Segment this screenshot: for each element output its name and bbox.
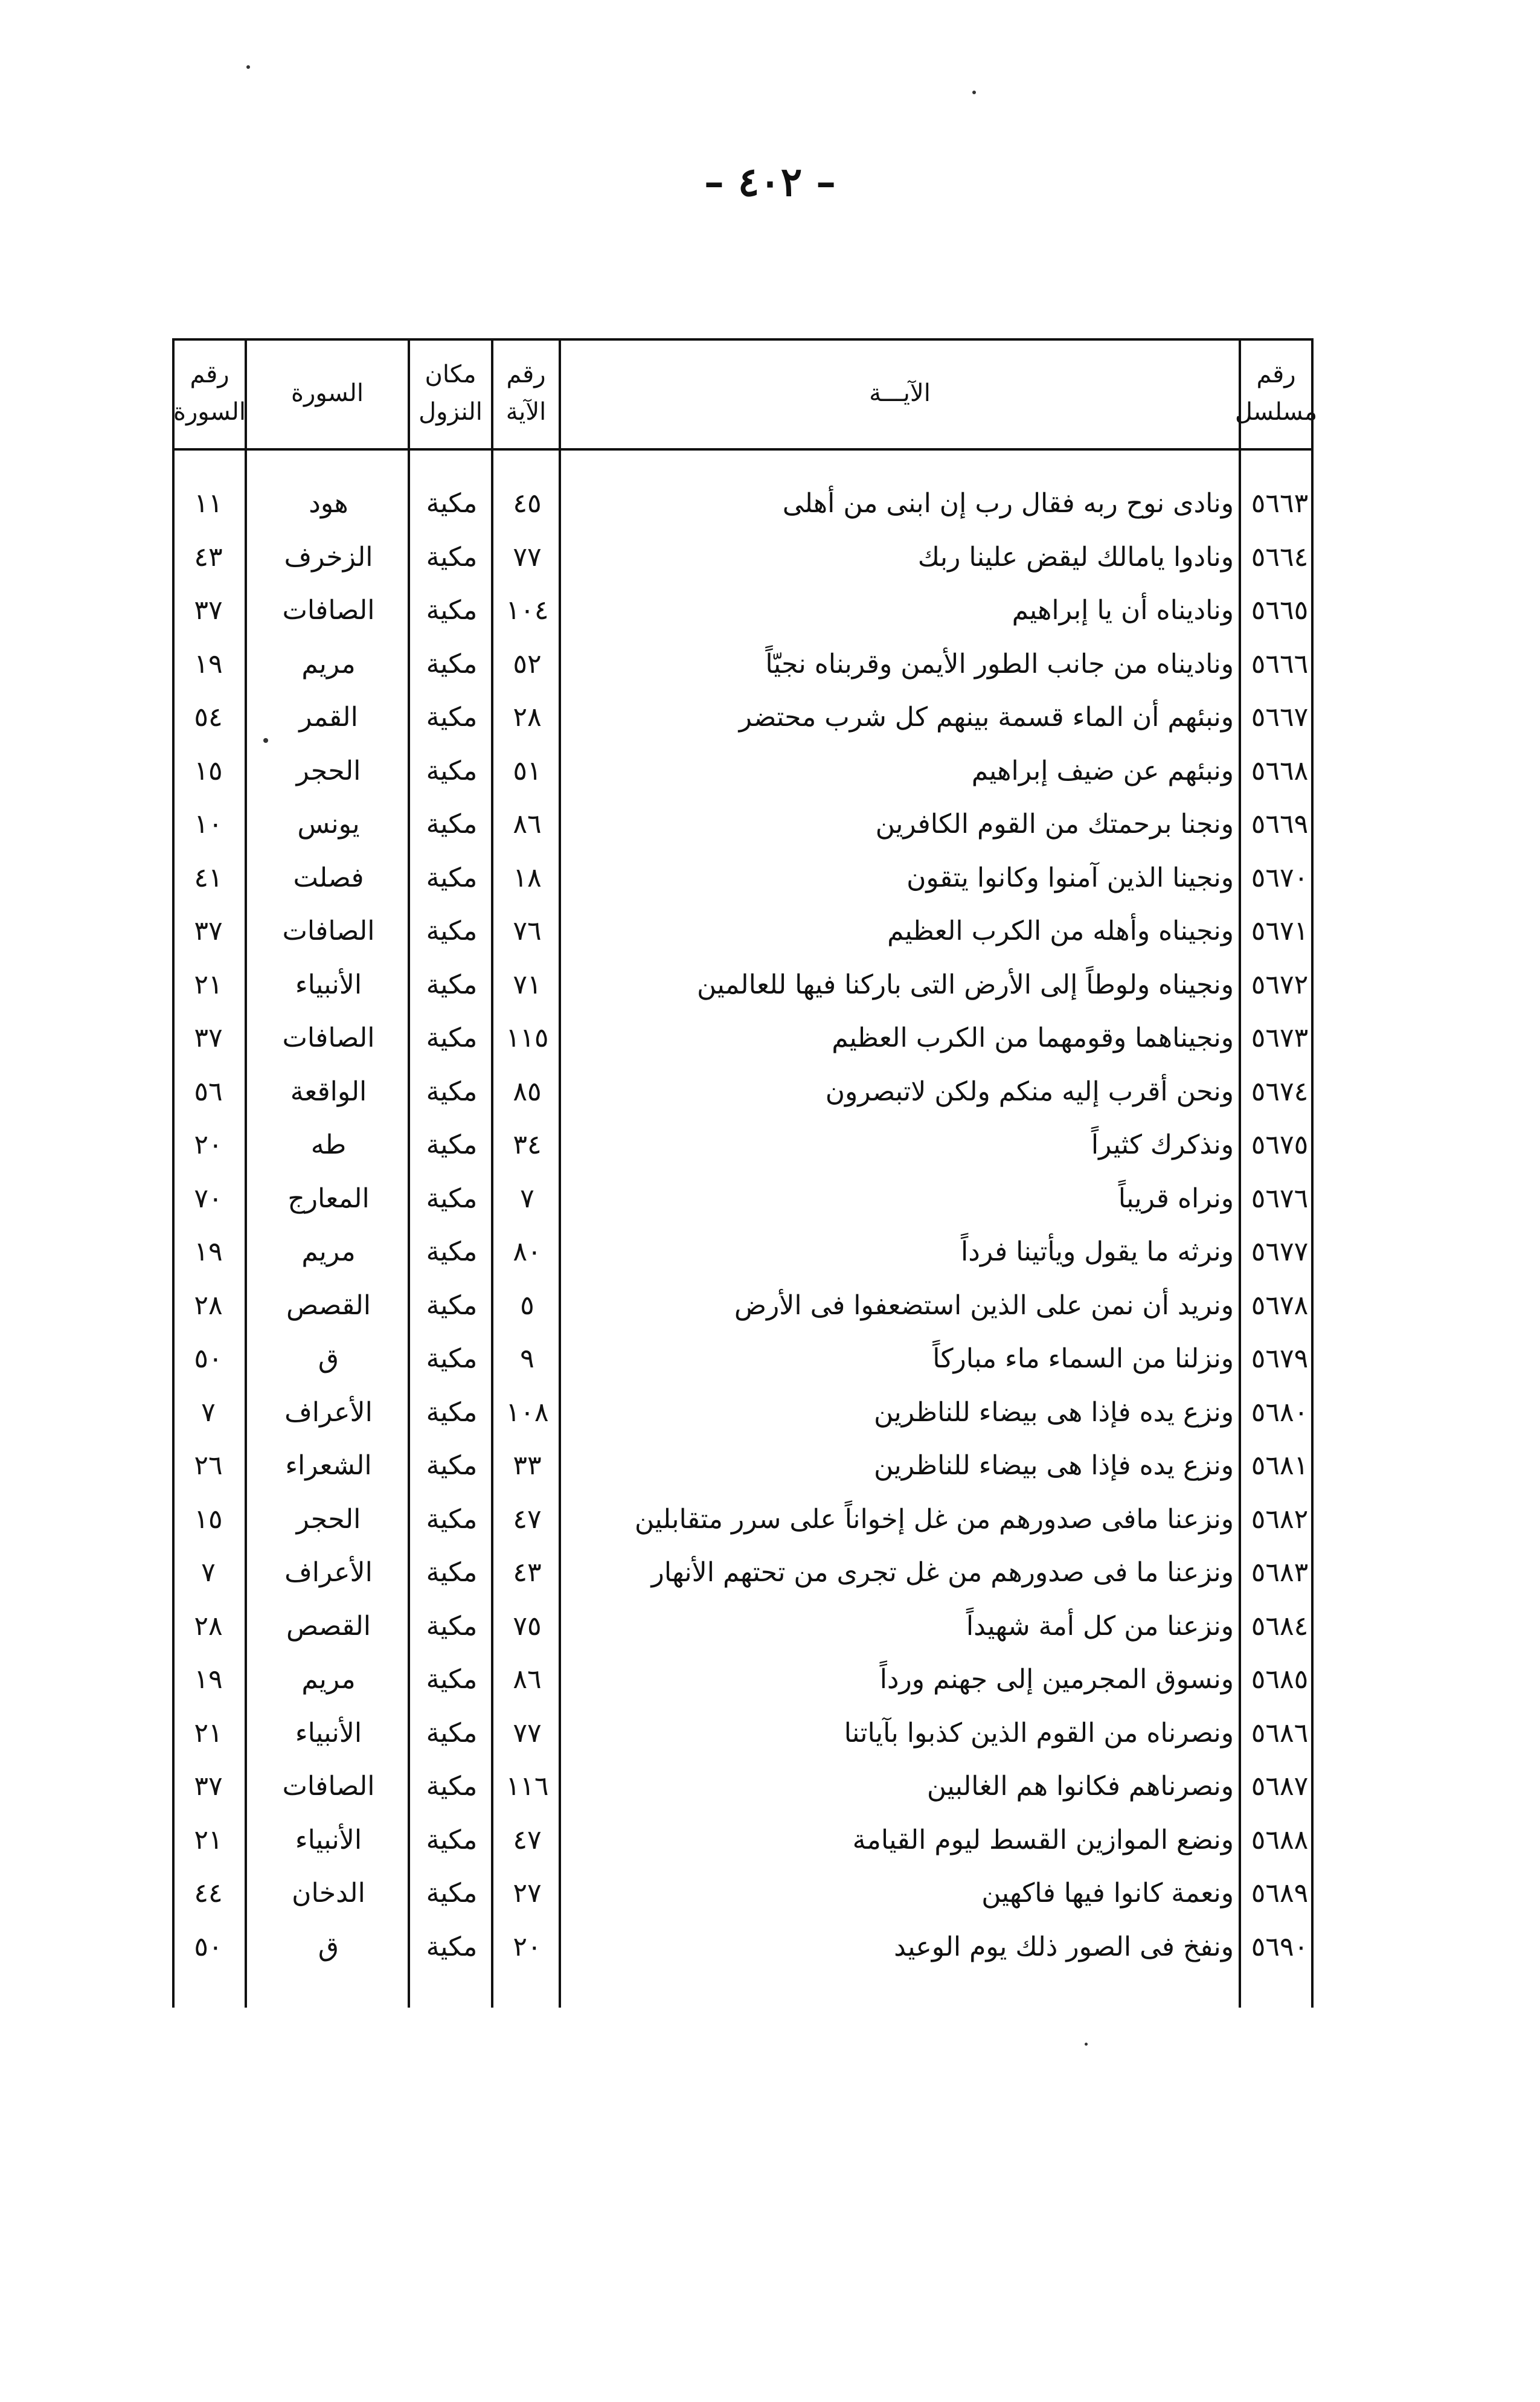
table-row — [172, 1065, 1314, 1119]
ayah-number-cell: ٧٧ — [513, 541, 542, 573]
revelation-place-cell: مكية — [426, 1396, 478, 1428]
ayah-number-cell: ٢٠ — [513, 1931, 542, 1962]
surah-number-cell: ٢٨ — [194, 1610, 223, 1642]
table-row — [172, 1759, 1314, 1814]
verse-cell: ونصرناه من القوم الذين كذبوا بآياتنا — [844, 1717, 1234, 1749]
ayah-number-cell: ٢٧ — [513, 1878, 542, 1909]
revelation-place-cell: مكية — [426, 969, 478, 1000]
verse-cell: ونسوق المجرمين إلى جهنم ورداً — [879, 1664, 1234, 1695]
verse-cell: ونزعنا من كل أمة شهيداً — [966, 1610, 1234, 1642]
verse-cell: ونادوا يامالك ليقض علينا ربك — [917, 541, 1234, 573]
ayah-number-cell: ٧٧ — [513, 1717, 542, 1749]
surah-name-cell: الحجر — [296, 1503, 361, 1535]
table-row — [172, 637, 1314, 692]
surah-number-cell: ٤١ — [194, 862, 223, 893]
ayah-number-cell: ٤٧ — [513, 1824, 542, 1855]
surah-name-cell: القصص — [286, 1289, 371, 1321]
table-row — [172, 1386, 1314, 1440]
ayah-number-cell: ١٠٤ — [505, 595, 549, 626]
speck — [972, 91, 976, 94]
surah-number-cell: ٣٧ — [194, 916, 223, 946]
serial-cell: ٥٦٩٠ — [1251, 1931, 1309, 1962]
header-revelation-place — [410, 348, 491, 438]
header-surah — [247, 348, 408, 438]
revelation-place-cell: مكية — [426, 1931, 478, 1962]
surah-number-cell: ٢١ — [194, 1824, 223, 1855]
revelation-place-cell: مكية — [426, 648, 478, 679]
surah-name-cell: الصافات — [282, 595, 375, 626]
verse-index-table — [172, 338, 1318, 2008]
table-row — [172, 958, 1314, 1012]
surah-number-cell: ٤٤ — [194, 1878, 223, 1909]
surah-name-cell: مريم — [301, 1664, 356, 1695]
ayah-number-cell: ١٠٨ — [505, 1396, 549, 1428]
serial-cell: ٥٦٧٤ — [1251, 1076, 1309, 1107]
table-row — [172, 1866, 1314, 1921]
surah-number-cell: ٧ — [201, 1557, 216, 1588]
revelation-place-cell: مكية — [426, 1183, 478, 1214]
speck — [246, 65, 250, 69]
surah-number-cell: ٣٧ — [194, 1771, 223, 1802]
table-row — [172, 1439, 1314, 1493]
surah-name-cell: الأنبياء — [295, 969, 362, 1000]
table-row — [172, 851, 1314, 905]
ayah-number-cell: ٧١ — [513, 969, 542, 1000]
table-row — [172, 1011, 1314, 1065]
ayah-number-cell: ١٨ — [513, 862, 542, 893]
verse-cell: ونضع الموازين القسط ليوم القيامة — [852, 1824, 1234, 1855]
surah-name-cell: طه — [310, 1129, 347, 1160]
ayah-number-cell: ٢٨ — [513, 702, 542, 733]
serial-cell: ٥٦٧٦ — [1251, 1183, 1309, 1214]
revelation-place-cell: مكية — [426, 541, 478, 573]
serial-cell: ٥٦٨٢ — [1251, 1503, 1309, 1535]
revelation-place-cell: مكية — [426, 1557, 478, 1588]
surah-number-cell: ٢٠ — [194, 1129, 223, 1160]
surah-name-cell: الصافات — [282, 1023, 375, 1053]
ayah-number-cell: ١١٥ — [505, 1023, 549, 1053]
revelation-place-cell: مكية — [426, 916, 478, 946]
serial-cell: ٥٦٦٣ — [1251, 488, 1309, 519]
header-surah-number — [175, 348, 245, 438]
verse-cell: ونبئهم أن الماء قسمة بينهم كل شرب محتضر — [739, 702, 1234, 733]
surah-number-cell: ١٩ — [194, 1664, 223, 1695]
ayah-number-cell: ٥١ — [513, 755, 542, 786]
verse-cell: ونجيناه ولوطاً إلى الأرض التى باركنا فيها للعالمين — [696, 969, 1234, 1000]
serial-cell: ٥٦٦٥ — [1251, 595, 1309, 626]
verse-cell: ونجنا برحمتك من القوم الكافرين — [875, 809, 1234, 840]
surah-number-cell: ٤٣ — [194, 541, 223, 573]
surah-name-cell: الحجر — [296, 755, 361, 786]
verse-cell: ونزعنا ما فى صدورهم من غل تجرى من تحتهم الأنهار — [651, 1557, 1234, 1588]
table-row — [172, 1118, 1314, 1172]
verse-cell: وناديناه أن يا إبراهيم — [1012, 595, 1234, 626]
surah-number-cell: ٧٠ — [194, 1183, 223, 1214]
ayah-number-cell: ٥ — [520, 1289, 534, 1321]
surah-number-cell: ١٩ — [194, 648, 223, 679]
ayah-number-cell: ٨٦ — [513, 809, 542, 840]
ayah-number-cell: ٤٧ — [513, 1503, 542, 1535]
verse-cell: ونفخ فى الصور ذلك يوم الوعيد — [894, 1931, 1234, 1962]
revelation-place-cell: مكية — [426, 1289, 478, 1321]
ayah-number-cell: ٧ — [520, 1183, 534, 1214]
surah-name-cell: الدخان — [292, 1878, 365, 1909]
serial-cell: ٥٦٨٠ — [1251, 1396, 1309, 1428]
revelation-place-cell: مكية — [426, 1343, 478, 1374]
verse-cell: ونحن أقرب إليه منكم ولكن لاتبصرون — [825, 1076, 1234, 1107]
verse-cell: وناديناه من جانب الطور الأيمن وقربناه نجيّاً — [765, 648, 1234, 679]
verse-cell: ونزع يده فإذا هى بيضاء للناظرين — [874, 1396, 1234, 1428]
table-row — [172, 1599, 1314, 1654]
table-row — [172, 1652, 1314, 1707]
header-surah-label: السورة — [291, 379, 364, 407]
verse-cell: ونريد أن نمن على الذين استضعفوا فى الأرض — [734, 1289, 1234, 1321]
serial-cell: ٥٦٦٧ — [1251, 702, 1309, 733]
revelation-place-cell: مكية — [426, 1610, 478, 1642]
verse-cell: ونذكرك كثيراً — [1091, 1129, 1234, 1160]
table-row — [172, 904, 1314, 959]
serial-cell: ٥٦٧١ — [1251, 916, 1309, 946]
surah-name-cell: مريم — [301, 648, 356, 679]
serial-cell: ٥٦٧٨ — [1251, 1289, 1309, 1321]
surah-name-cell: القصص — [286, 1610, 371, 1642]
table-row — [172, 744, 1314, 798]
surah-number-cell: ١٩ — [194, 1236, 223, 1267]
surah-number-cell: ٣٧ — [194, 595, 223, 626]
surah-number-cell: ١١ — [194, 488, 223, 519]
surah-number-cell: ٣٧ — [194, 1023, 223, 1053]
surah-name-cell: الواقعة — [290, 1076, 367, 1107]
surah-name-cell: الصافات — [282, 916, 375, 946]
header-ayah-line2: الآية — [505, 398, 547, 426]
revelation-place-cell: مكية — [426, 1450, 478, 1481]
ayah-number-cell: ٨٥ — [513, 1076, 542, 1107]
ayah-number-cell: ٧٦ — [513, 916, 542, 946]
verse-cell: ونجيناهما وقومهما من الكرب العظيم — [832, 1023, 1234, 1053]
ayah-number-cell: ٤٣ — [513, 1557, 542, 1588]
revelation-place-cell: مكية — [426, 1717, 478, 1749]
surah-name-cell: مريم — [301, 1236, 356, 1267]
table-row — [172, 1225, 1314, 1279]
surah-name-cell: الأعراف — [284, 1557, 373, 1588]
revelation-place-cell: مكية — [426, 809, 478, 840]
serial-cell: ٥٦٨٦ — [1251, 1717, 1309, 1749]
serial-cell: ٥٦٨٧ — [1251, 1771, 1309, 1802]
header-verse-label: الآيـــة — [869, 379, 931, 407]
serial-cell: ٥٦٨٥ — [1251, 1664, 1309, 1695]
serial-cell: ٥٦٧٠ — [1251, 862, 1309, 893]
revelation-place-cell: مكية — [426, 1824, 478, 1855]
verse-cell: ونصرناهم فكانوا هم الغالبين — [926, 1771, 1234, 1802]
verse-cell: ونزعنا مافى صدورهم من غل إخواناً على سرر متقابلين — [634, 1503, 1234, 1535]
ayah-number-cell: ١١٦ — [505, 1771, 549, 1802]
table-row — [172, 1172, 1314, 1226]
revelation-place-cell: مكية — [426, 1878, 478, 1909]
verse-cell: ونجينا الذين آمنوا وكانوا يتقون — [906, 862, 1234, 893]
verse-cell: ونبئهم عن ضيف إبراهيم — [971, 755, 1234, 786]
revelation-place-cell: مكية — [426, 1771, 478, 1802]
table-row — [172, 1332, 1314, 1386]
revelation-place-cell: مكية — [426, 1664, 478, 1695]
serial-cell: ٥٦٦٩ — [1251, 809, 1309, 840]
ayah-number-cell: ٩ — [520, 1343, 534, 1374]
surah-name-cell: الشعراء — [285, 1450, 372, 1481]
verse-cell: ونرثه ما يقول ويأتينا فرداً — [961, 1236, 1234, 1267]
serial-cell: ٥٦٦٤ — [1251, 541, 1309, 573]
verse-cell: ونجيناه وأهله من الكرب العظيم — [887, 916, 1234, 946]
ayah-number-cell: ٥٢ — [513, 648, 542, 679]
surah-name-cell: الأنبياء — [295, 1824, 362, 1855]
ayah-number-cell: ٣٤ — [513, 1129, 542, 1160]
surah-name-cell: القمر — [299, 702, 358, 733]
surah-number-cell: ٥٠ — [194, 1931, 223, 1962]
serial-cell: ٥٦٧٩ — [1251, 1343, 1309, 1374]
revelation-place-cell: مكية — [426, 862, 478, 893]
speck — [263, 738, 268, 743]
surah-number-cell: ٢١ — [194, 1717, 223, 1749]
surah-name-cell: الأعراف — [284, 1396, 373, 1428]
serial-cell: ٥٦٧٥ — [1251, 1129, 1309, 1160]
table-row — [172, 690, 1314, 745]
table-row — [172, 530, 1314, 585]
surah-name-cell: الصافات — [282, 1771, 375, 1802]
surah-name-cell: ق — [318, 1931, 339, 1962]
verse-cell: ونزع يده فإذا هى بيضاء للناظرين — [874, 1450, 1234, 1481]
table-row — [172, 1279, 1314, 1333]
ayah-number-cell: ٣٣ — [513, 1450, 542, 1481]
verse-cell: ونزلنا من السماء ماء مباركاً — [932, 1343, 1234, 1374]
header-ayah-line1: رقم — [506, 361, 546, 388]
surah-name-cell: هود — [309, 488, 348, 519]
speck — [1085, 2043, 1088, 2046]
revelation-place-cell: مكية — [426, 1129, 478, 1160]
table-row — [172, 1920, 1314, 1974]
surah-name-cell: الأنبياء — [295, 1717, 362, 1749]
surah-number-cell: ٥٤ — [194, 702, 223, 733]
verse-cell: ونادى نوح ربه فقال رب إن ابنى من أهلى — [782, 488, 1234, 519]
revelation-place-cell: مكية — [426, 1503, 478, 1535]
surah-number-cell: ٢٦ — [194, 1450, 223, 1481]
table-row — [172, 583, 1314, 638]
serial-cell: ٥٦٧٢ — [1251, 969, 1309, 1000]
surah-number-cell: ١٠ — [194, 809, 223, 840]
table-row — [172, 1492, 1314, 1547]
surah-number-cell: ١٥ — [194, 755, 223, 786]
ayah-number-cell: ٨٦ — [513, 1664, 542, 1695]
revelation-place-cell: مكية — [426, 1076, 478, 1107]
revelation-place-cell: مكية — [426, 595, 478, 626]
ayah-number-cell: ٨٠ — [513, 1236, 542, 1267]
header-surah-num-line2: السورة — [173, 398, 246, 426]
header-verse — [561, 348, 1239, 438]
surah-number-cell: ٥٠ — [194, 1343, 223, 1374]
table-row — [172, 797, 1314, 852]
header-serial-line1: رقم — [1256, 361, 1296, 388]
revelation-place-cell: مكية — [426, 1236, 478, 1267]
revelation-place-cell: مكية — [426, 702, 478, 733]
surah-name-cell: المعارج — [287, 1183, 370, 1214]
serial-cell: ٥٦٧٧ — [1251, 1236, 1309, 1267]
serial-cell: ٥٦٧٣ — [1251, 1023, 1309, 1053]
header-ayah-number — [493, 348, 559, 438]
surah-name-cell: ق — [318, 1343, 339, 1374]
serial-cell: ٥٦٨٨ — [1251, 1824, 1309, 1855]
serial-cell: ٥٦٨٣ — [1251, 1557, 1309, 1588]
header-rule — [172, 448, 1314, 451]
revelation-place-cell: مكية — [426, 488, 478, 519]
table-row — [172, 1813, 1314, 1867]
table-row — [172, 477, 1314, 531]
surah-name-cell: يونس — [297, 809, 360, 840]
surah-number-cell: ٢١ — [194, 969, 223, 1000]
revelation-place-cell: مكية — [426, 1023, 478, 1053]
surah-number-cell: ١٥ — [194, 1503, 223, 1535]
surah-number-cell: ٢٨ — [194, 1289, 223, 1321]
surah-number-cell: ٥٦ — [194, 1076, 223, 1107]
ayah-number-cell: ٧٥ — [513, 1610, 542, 1642]
verse-cell: ونعمة كانوا فيها فاكهين — [981, 1878, 1234, 1909]
serial-cell: ٥٦٦٨ — [1251, 755, 1309, 786]
header-serial-line2: مسلسل — [1234, 398, 1318, 426]
header-surah-num-line1: رقم — [190, 361, 229, 388]
surah-number-cell: ٧ — [201, 1396, 216, 1428]
header-place-line1: مكان — [425, 361, 476, 388]
serial-cell: ٥٦٨١ — [1251, 1450, 1309, 1481]
page-number: – ٤٠٢ – — [704, 158, 836, 205]
revelation-place-cell: مكية — [426, 755, 478, 786]
verse-cell: ونراه قريباً — [1118, 1183, 1234, 1214]
surah-name-cell: الزخرف — [284, 541, 373, 573]
serial-cell: ٥٦٨٩ — [1251, 1878, 1309, 1909]
ayah-number-cell: ٤٥ — [513, 488, 542, 519]
serial-cell: ٥٦٨٤ — [1251, 1610, 1309, 1642]
header-serial — [1234, 348, 1318, 438]
serial-cell: ٥٦٦٦ — [1251, 648, 1309, 679]
table-row — [172, 1706, 1314, 1761]
surah-name-cell: فصلت — [293, 862, 364, 893]
table-row — [172, 1546, 1314, 1600]
header-place-line2: النزول — [419, 398, 483, 426]
